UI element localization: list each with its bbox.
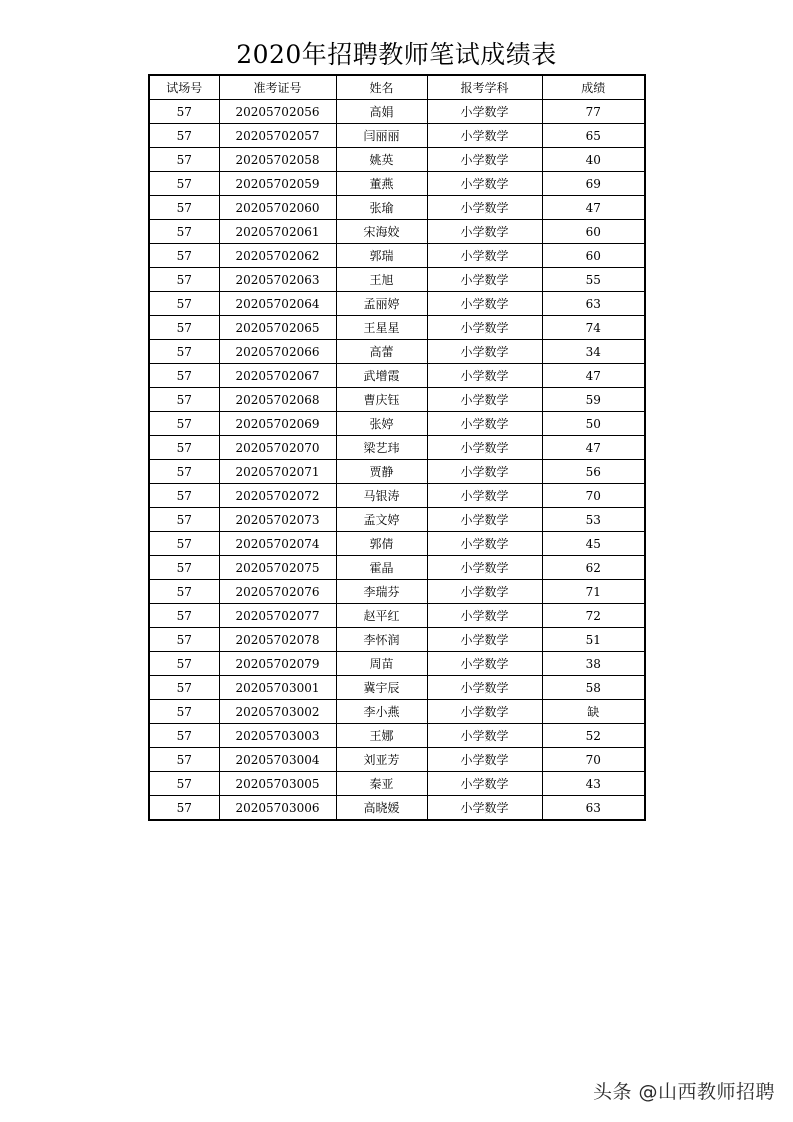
cell-score: 38 (542, 652, 645, 676)
header-score: 成绩 (542, 75, 645, 100)
cell-name: 高娟 (336, 100, 427, 124)
cell-score: 77 (542, 100, 645, 124)
cell-admission-number: 20205702061 (219, 220, 336, 244)
table-row (149, 484, 645, 508)
cell-admission-number: 20205702075 (219, 556, 336, 580)
table-row (149, 628, 645, 652)
header-name: 姓名 (336, 75, 427, 100)
cell-score: 70 (542, 748, 645, 772)
cell-subject: 小学数学 (427, 124, 542, 148)
cell-room-number: 57 (149, 484, 219, 508)
cell-admission-number: 20205702078 (219, 628, 336, 652)
cell-room-number: 57 (149, 508, 219, 532)
cell-score: 69 (542, 172, 645, 196)
cell-score: 58 (542, 676, 645, 700)
header-room-number: 试场号 (149, 75, 219, 100)
cell-admission-number: 20205702056 (219, 100, 336, 124)
table-row (149, 700, 645, 724)
cell-admission-number: 20205702059 (219, 172, 336, 196)
cell-score: 47 (542, 196, 645, 220)
cell-name: 郭瑞 (336, 244, 427, 268)
cell-room-number: 57 (149, 316, 219, 340)
cell-score: 60 (542, 244, 645, 268)
cell-admission-number: 20205702064 (219, 292, 336, 316)
cell-subject: 小学数学 (427, 604, 542, 628)
cell-score: 缺 (542, 700, 645, 724)
cell-admission-number: 20205703004 (219, 748, 336, 772)
cell-subject: 小学数学 (427, 580, 542, 604)
cell-room-number: 57 (149, 124, 219, 148)
header-admission-number: 准考证号 (219, 75, 336, 100)
cell-subject: 小学数学 (427, 484, 542, 508)
cell-name: 李瑞芬 (336, 580, 427, 604)
cell-subject: 小学数学 (427, 556, 542, 580)
cell-admission-number: 20205703003 (219, 724, 336, 748)
cell-subject: 小学数学 (427, 316, 542, 340)
table-row (149, 148, 645, 172)
cell-admission-number: 20205702076 (219, 580, 336, 604)
table-row (149, 412, 645, 436)
table-row (149, 364, 645, 388)
table-row (149, 796, 645, 821)
cell-name: 霍晶 (336, 556, 427, 580)
cell-subject: 小学数学 (427, 436, 542, 460)
cell-subject: 小学数学 (427, 292, 542, 316)
cell-room-number: 57 (149, 676, 219, 700)
cell-room-number: 57 (149, 796, 219, 821)
table-row (149, 460, 645, 484)
table-row (149, 556, 645, 580)
cell-subject: 小学数学 (427, 220, 542, 244)
table-row (149, 244, 645, 268)
cell-score: 40 (542, 148, 645, 172)
cell-admission-number: 20205702067 (219, 364, 336, 388)
cell-admission-number: 20205702071 (219, 460, 336, 484)
cell-name: 冀宇辰 (336, 676, 427, 700)
cell-subject: 小学数学 (427, 412, 542, 436)
cell-room-number: 57 (149, 580, 219, 604)
cell-name: 周苗 (336, 652, 427, 676)
cell-score: 34 (542, 340, 645, 364)
cell-score: 74 (542, 316, 645, 340)
cell-score: 51 (542, 628, 645, 652)
watermark: 头条 @山西教师招聘 (592, 1081, 775, 1103)
cell-score: 71 (542, 580, 645, 604)
cell-score: 50 (542, 412, 645, 436)
cell-score: 60 (542, 220, 645, 244)
cell-score: 56 (542, 460, 645, 484)
cell-name: 王星星 (336, 316, 427, 340)
cell-name: 李怀润 (336, 628, 427, 652)
cell-room-number: 57 (149, 220, 219, 244)
cell-name: 姚英 (336, 148, 427, 172)
cell-room-number: 57 (149, 268, 219, 292)
cell-room-number: 57 (149, 748, 219, 772)
table-row (149, 220, 645, 244)
cell-admission-number: 20205702062 (219, 244, 336, 268)
cell-room-number: 57 (149, 604, 219, 628)
cell-name: 高晓媛 (336, 796, 427, 821)
cell-name: 张瑜 (336, 196, 427, 220)
table-row (149, 580, 645, 604)
cell-room-number: 57 (149, 148, 219, 172)
table-row (149, 196, 645, 220)
cell-subject: 小学数学 (427, 748, 542, 772)
table-row (149, 436, 645, 460)
table-row (149, 316, 645, 340)
cell-score: 47 (542, 364, 645, 388)
cell-subject: 小学数学 (427, 676, 542, 700)
page-title: 2020年招聘教师笔试成绩表 (236, 40, 557, 69)
cell-subject: 小学数学 (427, 244, 542, 268)
cell-subject: 小学数学 (427, 100, 542, 124)
cell-subject: 小学数学 (427, 508, 542, 532)
cell-room-number: 57 (149, 412, 219, 436)
table-body (149, 100, 645, 821)
cell-name: 孟文婷 (336, 508, 427, 532)
cell-subject: 小学数学 (427, 340, 542, 364)
cell-name: 郭倩 (336, 532, 427, 556)
cell-admission-number: 20205703002 (219, 700, 336, 724)
table-row (149, 724, 645, 748)
table-row (149, 772, 645, 796)
cell-score: 47 (542, 436, 645, 460)
cell-subject: 小学数学 (427, 196, 542, 220)
cell-score: 59 (542, 388, 645, 412)
cell-subject: 小学数学 (427, 172, 542, 196)
header-subject: 报考学科 (427, 75, 542, 100)
cell-admission-number: 20205703005 (219, 772, 336, 796)
cell-room-number: 57 (149, 244, 219, 268)
cell-name: 刘亚芳 (336, 748, 427, 772)
cell-score: 53 (542, 508, 645, 532)
cell-subject: 小学数学 (427, 148, 542, 172)
table-row (149, 652, 645, 676)
cell-subject: 小学数学 (427, 460, 542, 484)
cell-room-number: 57 (149, 172, 219, 196)
cell-room-number: 57 (149, 364, 219, 388)
cell-admission-number: 20205702074 (219, 532, 336, 556)
cell-admission-number: 20205702066 (219, 340, 336, 364)
cell-room-number: 57 (149, 532, 219, 556)
cell-score: 43 (542, 772, 645, 796)
cell-name: 孟丽婷 (336, 292, 427, 316)
cell-subject: 小学数学 (427, 628, 542, 652)
cell-subject: 小学数学 (427, 652, 542, 676)
cell-subject: 小学数学 (427, 700, 542, 724)
cell-subject: 小学数学 (427, 532, 542, 556)
cell-subject: 小学数学 (427, 388, 542, 412)
cell-room-number: 57 (149, 628, 219, 652)
cell-admission-number: 20205702068 (219, 388, 336, 412)
cell-room-number: 57 (149, 460, 219, 484)
cell-room-number: 57 (149, 556, 219, 580)
table-row (149, 172, 645, 196)
score-table (148, 74, 646, 821)
table-row (149, 748, 645, 772)
cell-name: 张婷 (336, 412, 427, 436)
cell-admission-number: 20205703006 (219, 796, 336, 821)
cell-room-number: 57 (149, 100, 219, 124)
cell-name: 梁艺玮 (336, 436, 427, 460)
table-row (149, 508, 645, 532)
cell-room-number: 57 (149, 436, 219, 460)
cell-name: 赵平红 (336, 604, 427, 628)
cell-room-number: 57 (149, 388, 219, 412)
cell-room-number: 57 (149, 292, 219, 316)
table-row (149, 292, 645, 316)
cell-name: 马银涛 (336, 484, 427, 508)
cell-admission-number: 20205702079 (219, 652, 336, 676)
table-row (149, 388, 645, 412)
cell-score: 62 (542, 556, 645, 580)
cell-admission-number: 20205702063 (219, 268, 336, 292)
cell-score: 65 (542, 124, 645, 148)
cell-name: 贾静 (336, 460, 427, 484)
cell-name: 秦亚 (336, 772, 427, 796)
cell-admission-number: 20205702073 (219, 508, 336, 532)
cell-name: 李小燕 (336, 700, 427, 724)
cell-admission-number: 20205702058 (219, 148, 336, 172)
table-row (149, 100, 645, 124)
cell-admission-number: 20205702065 (219, 316, 336, 340)
cell-admission-number: 20205702070 (219, 436, 336, 460)
cell-score: 72 (542, 604, 645, 628)
cell-name: 武增霞 (336, 364, 427, 388)
cell-name: 王娜 (336, 724, 427, 748)
cell-score: 63 (542, 796, 645, 821)
cell-score: 55 (542, 268, 645, 292)
cell-score: 52 (542, 724, 645, 748)
cell-admission-number: 20205702069 (219, 412, 336, 436)
cell-name: 闫丽丽 (336, 124, 427, 148)
cell-room-number: 57 (149, 196, 219, 220)
table-row (149, 604, 645, 628)
cell-room-number: 57 (149, 340, 219, 364)
table-row (149, 124, 645, 148)
cell-subject: 小学数学 (427, 364, 542, 388)
cell-room-number: 57 (149, 724, 219, 748)
cell-subject: 小学数学 (427, 772, 542, 796)
cell-name: 董燕 (336, 172, 427, 196)
cell-room-number: 57 (149, 700, 219, 724)
cell-name: 曹庆钰 (336, 388, 427, 412)
cell-admission-number: 20205702072 (219, 484, 336, 508)
cell-admission-number: 20205702060 (219, 196, 336, 220)
cell-room-number: 57 (149, 652, 219, 676)
cell-score: 70 (542, 484, 645, 508)
table-row (149, 268, 645, 292)
table-row (149, 340, 645, 364)
cell-name: 宋海姣 (336, 220, 427, 244)
cell-subject: 小学数学 (427, 796, 542, 821)
cell-subject: 小学数学 (427, 724, 542, 748)
cell-subject: 小学数学 (427, 268, 542, 292)
cell-name: 高蕾 (336, 340, 427, 364)
cell-name: 王旭 (336, 268, 427, 292)
cell-admission-number: 20205703001 (219, 676, 336, 700)
table-header-row (149, 75, 645, 100)
cell-admission-number: 20205702077 (219, 604, 336, 628)
cell-score: 63 (542, 292, 645, 316)
table-row (149, 676, 645, 700)
cell-admission-number: 20205702057 (219, 124, 336, 148)
table-row (149, 532, 645, 556)
cell-room-number: 57 (149, 772, 219, 796)
cell-score: 45 (542, 532, 645, 556)
